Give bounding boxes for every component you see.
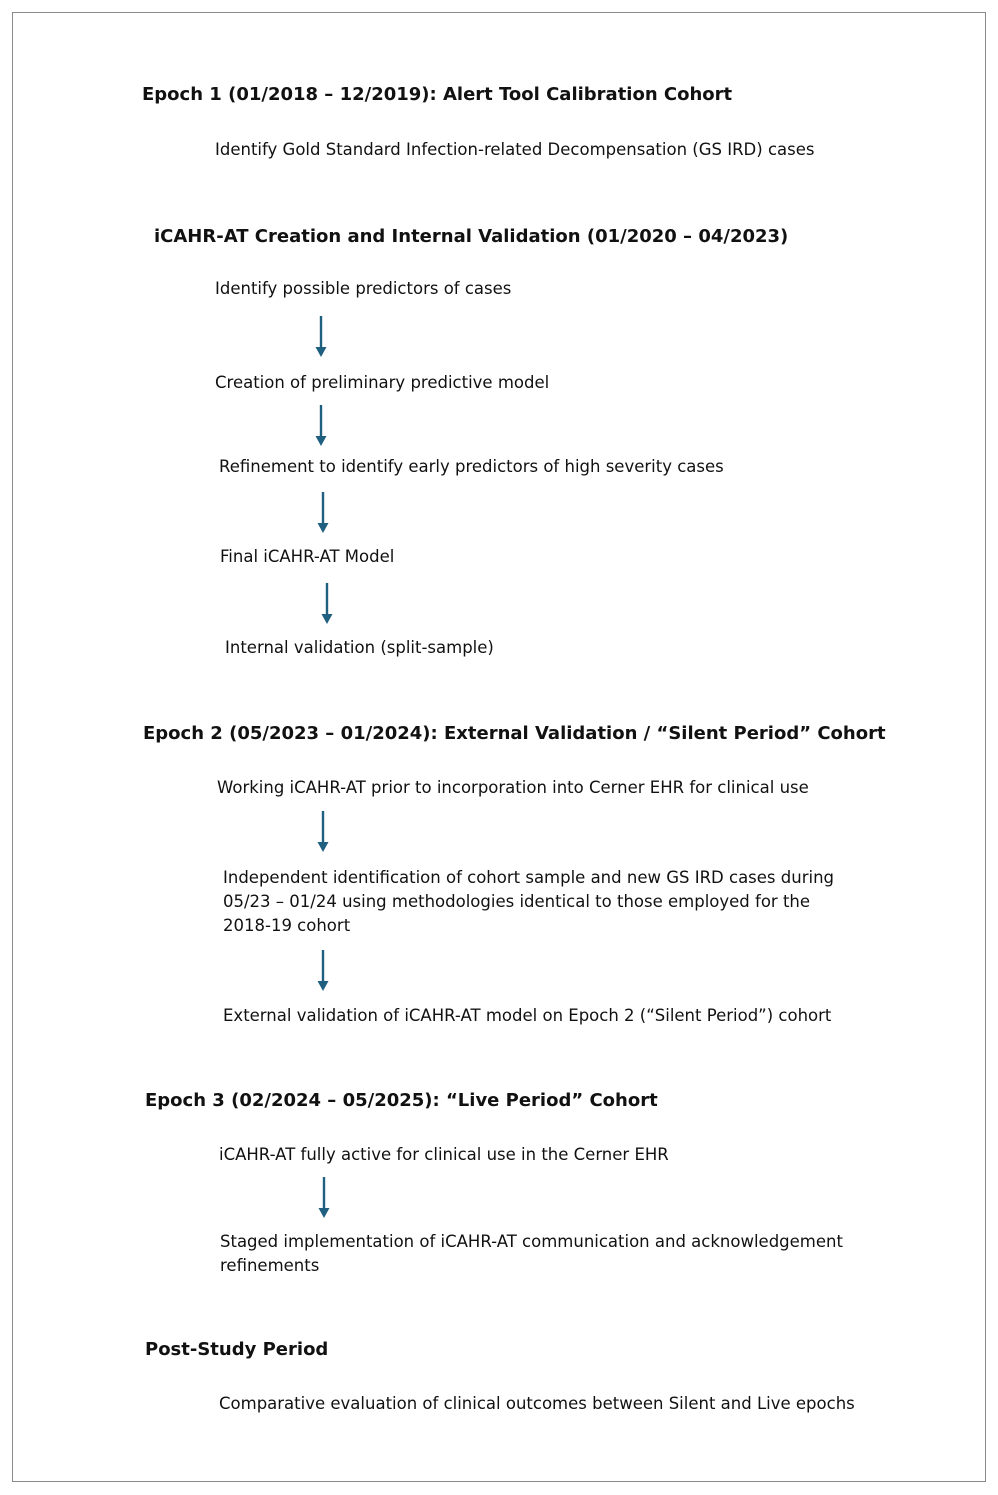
epoch2-step-2: Independent identification of cohort sample and new GS IRD cases during 05/23 – 01/24 using methodologies identical to those employed for the 2018-19 cohort — [223, 868, 834, 935]
creation-step-5: Internal validation (split-sample) — [225, 638, 494, 657]
down-arrow-icon — [317, 492, 329, 534]
post-study-step-1: Comparative evaluation of clinical outcomes between Silent and Live epochs — [219, 1394, 855, 1413]
creation-step-1: Identify possible predictors of cases — [215, 279, 512, 298]
epoch3-header: Epoch 3 (02/2024 – 05/2025): “Live Period” Cohort — [145, 1090, 658, 1111]
creation-step-2: Creation of preliminary predictive model — [215, 373, 550, 392]
epoch2-header: Epoch 2 (05/2023 – 01/2024): External Validation / “Silent Period” Cohort — [143, 723, 886, 744]
epoch1-step-1: Identify Gold Standard Infection-related Decompensation (GS IRD) cases — [215, 140, 815, 159]
post-study-header: Post-Study Period — [145, 1339, 329, 1360]
down-arrow-icon — [317, 811, 329, 853]
creation-step-3: Refinement to identify early predictors of high severity cases — [219, 457, 724, 476]
down-arrow-icon — [315, 316, 327, 358]
down-arrow-icon — [321, 583, 333, 625]
down-arrow-icon — [318, 1177, 330, 1219]
epoch3-step-2: Staged implementation of iCAHR-AT communication and acknowledgement refinements — [220, 1232, 843, 1275]
epoch2-step-3: External validation of iCAHR-AT model on Epoch 2 (“Silent Period”) cohort — [223, 1006, 832, 1025]
epoch1-header: Epoch 1 (01/2018 – 12/2019): Alert Tool Calibration Cohort — [142, 84, 733, 105]
creation-header: iCAHR-AT Creation and Internal Validation (01/2020 – 04/2023) — [154, 226, 789, 247]
epoch2-step-1: Working iCAHR-AT prior to incorporation into Cerner EHR for clinical use — [217, 778, 809, 797]
creation-step-4: Final iCAHR-AT Model — [220, 547, 395, 566]
down-arrow-icon — [317, 950, 329, 992]
down-arrow-icon — [315, 405, 327, 447]
epoch3-step-1: iCAHR-AT fully active for clinical use in the Cerner EHR — [219, 1145, 669, 1164]
